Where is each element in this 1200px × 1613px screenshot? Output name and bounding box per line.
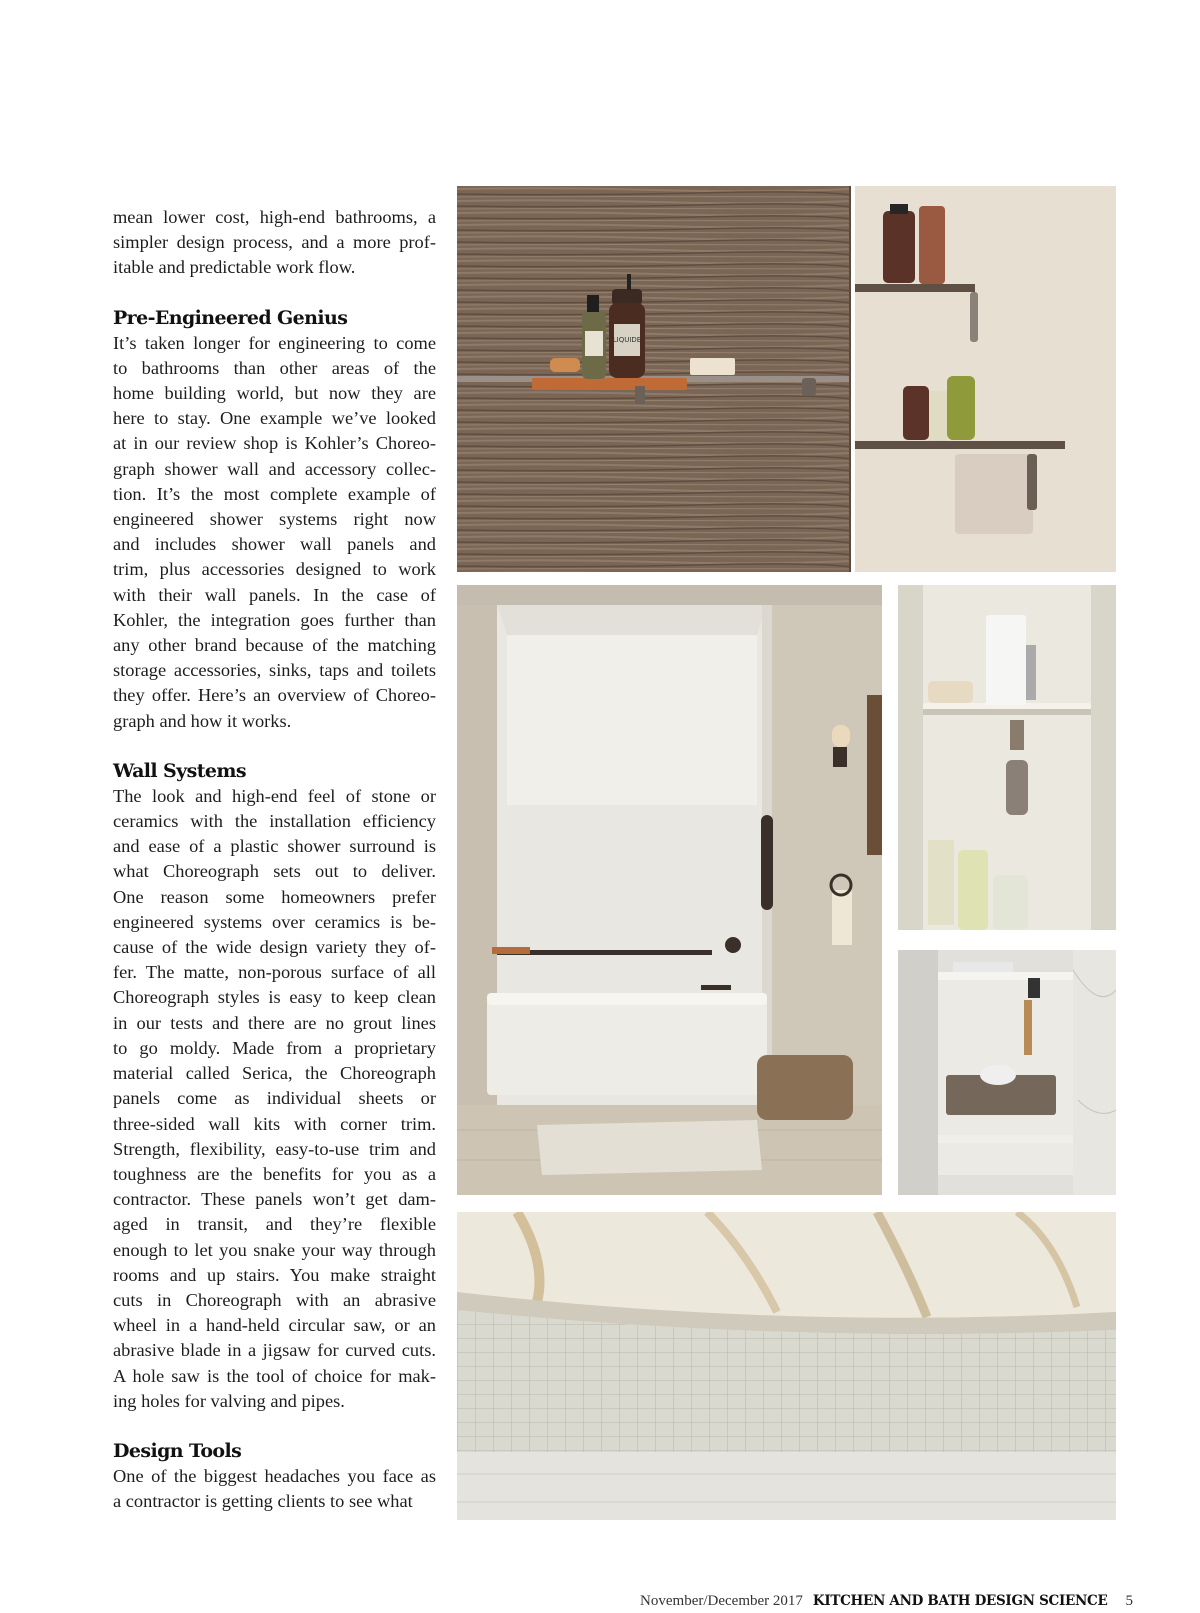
text-line: they offer. Here’s an overview of Choreo- (113, 685, 436, 706)
text-line: what Choreograph sets out to deliver. (113, 861, 436, 882)
text-line: aged in transit, and they’re flexible (113, 1214, 436, 1235)
photo-panel-texture-closeup (457, 1212, 1116, 1520)
text-line: simpler design process, and a more prof- (113, 232, 436, 253)
text-line: tion. It’s the most complete example of (113, 483, 436, 504)
text-line: abrasive blade in a jigsaw for curved cuts. (113, 1340, 436, 1361)
section-heading-wall-systems: Wall Systems (113, 759, 246, 782)
text-line: at in our review shop is Kohler’s Choreo- (113, 433, 436, 454)
text-line: A hole saw is the tool of choice for mak- (113, 1365, 436, 1386)
text-line: Kohler, the integration goes further than (113, 609, 436, 630)
text-line: One reason some homeowners prefer (113, 886, 436, 907)
photo-niche-basket (898, 950, 1116, 1195)
text-line: fer. The matte, non-porous surface of all (113, 962, 436, 983)
text-line: trim, plus accessories designed to work (113, 559, 436, 580)
text-line: panels come as individual sheets or (113, 1088, 436, 1109)
text-line: toughness are the benefits for you as a (113, 1163, 436, 1184)
text-line: Strength, flexibility, easy-to-use trim and (113, 1138, 436, 1159)
text-line: and includes shower wall panels and (113, 534, 436, 555)
page-footer (640, 1591, 1133, 1611)
text-line: ceramics with the installation efficiency (113, 811, 436, 832)
text-line: wheel in a hand-held circular saw, or an (113, 1315, 436, 1336)
photo-cream-wall-shelves (855, 186, 1116, 572)
text-line: One of the biggest headaches you face as (113, 1465, 436, 1486)
footer-magazine-title: KITCHEN AND BATH DESIGN SCIENCE (812, 1593, 1108, 1609)
bottle-label: LIQUIDE (612, 336, 642, 344)
section-body-wall-systems (113, 784, 436, 1414)
text-line: graph shower wall and accessory collec- (113, 458, 436, 479)
section-body-pre-engineered (113, 331, 436, 734)
page-number: 5 (1125, 1593, 1133, 1609)
photo-niche-soap-pumice (898, 585, 1116, 930)
text-line: rooms and up stairs. You make straight (113, 1264, 436, 1285)
text-line: here to stay. One example we’ve looked (113, 408, 436, 429)
text-line: ing holes for valving and pipes. (113, 1390, 345, 1411)
text-line: three-sided wall kits with corner trim. (113, 1113, 436, 1134)
photo-bathtub-room (457, 585, 882, 1195)
text-line: cause of the wide design variety they of- (113, 937, 436, 958)
text-line: a contractor is getting clients to see what (113, 1491, 413, 1512)
text-line: and ease of a plastic shower surround is (113, 836, 436, 857)
text-line: mean lower cost, high-end bathrooms, a (113, 207, 436, 227)
article-column (113, 205, 436, 1539)
footer-date: November/December 2017 (640, 1593, 803, 1609)
text-line: engineered shower systems right now (113, 509, 436, 530)
text-line: storage accessories, sinks, taps and toilets (113, 660, 436, 681)
text-line: in our tests and there are no grout lines (113, 1012, 436, 1033)
text-line: Choreograph styles is easy to keep clean (113, 987, 436, 1008)
text-line: to bathrooms than other areas of the (113, 357, 436, 378)
text-line: home building world, but now they are (113, 383, 436, 404)
text-line: cuts in Choreograph with an abrasive (113, 1289, 436, 1310)
text-line: The look and high-end feel of stone or (113, 785, 436, 806)
text-line: It’s taken longer for engineering to come (113, 332, 436, 353)
section-heading-pre-engineered: Pre-Engineered Genius (113, 306, 348, 329)
text-line: contractor. These panels won’t get dam- (113, 1189, 436, 1210)
text-line: enough to let you snake your way through (113, 1239, 436, 1260)
section-body-design-tools (113, 1464, 436, 1514)
text-line: with their wall panels. In the case of (113, 584, 436, 605)
section-heading-design-tools: Design Tools (113, 1439, 242, 1462)
text-line: itable and predictable work flow. (113, 257, 356, 278)
text-line: to go moldy. Made from a proprietary (113, 1037, 436, 1058)
photo-wood-wall-shelf (457, 186, 851, 572)
text-line: any other brand because of the matching (113, 635, 436, 656)
text-line: engineered systems over ceramics is be- (113, 911, 436, 932)
intro-paragraph (113, 205, 436, 281)
text-line: material called Serica, the Choreograph (113, 1063, 436, 1084)
text-line: graph and how it works. (113, 710, 292, 731)
